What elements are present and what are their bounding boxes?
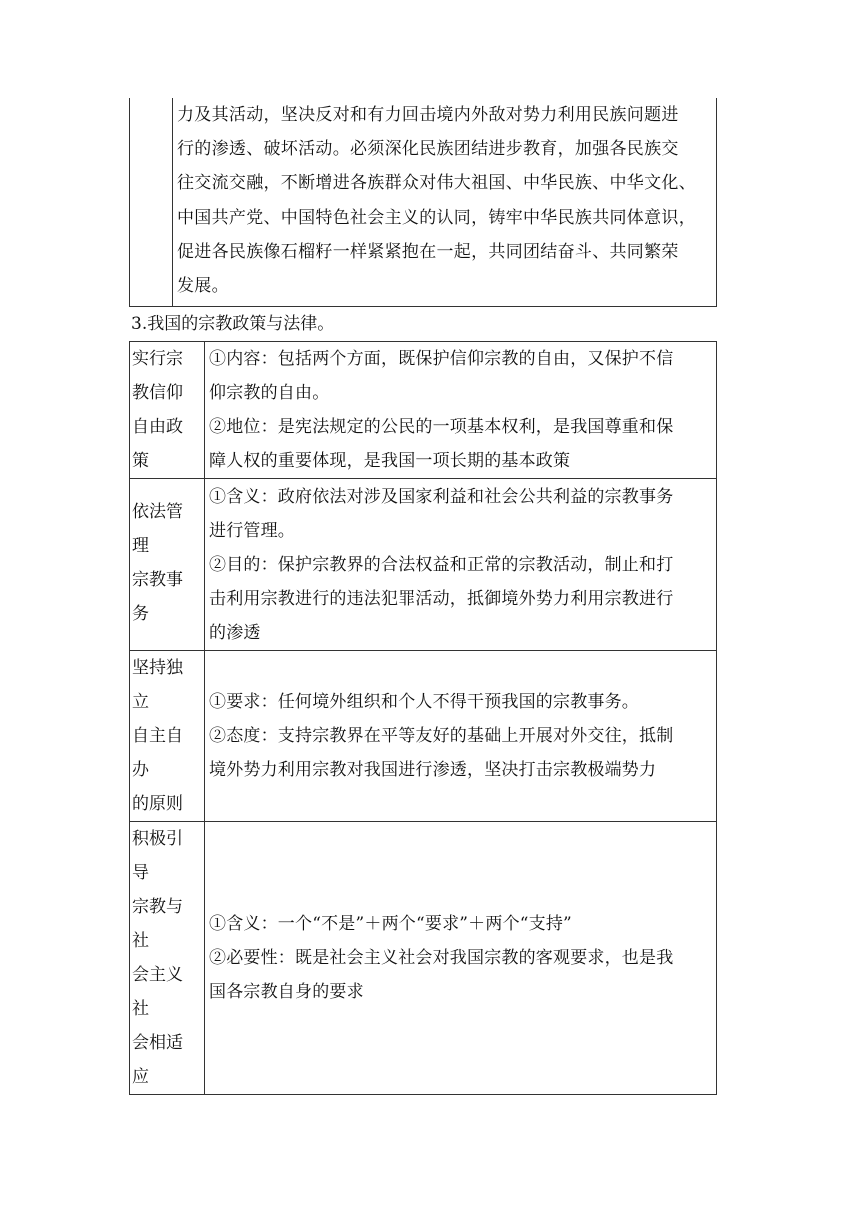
row-content-line: ①含义：一个“不是”＋两个“要求”＋两个“支持” [209, 914, 572, 934]
row-content-line: ②地位：是宪法规定的公民的一项基本权利，是我国尊重和保 [209, 417, 674, 437]
row-content-line: 进行管理。 [209, 520, 295, 541]
row-content-line: ②目的：保护宗教界的合法权益和正常的宗教活动，制止和打 [209, 554, 674, 575]
religion-policy-table [129, 341, 717, 1095]
row-label-line: 的原则 [132, 794, 183, 814]
row-label-line: 会主义 [132, 965, 183, 985]
row-label-line: 务 [132, 604, 149, 624]
row-label-line: 自由政 [132, 417, 183, 437]
row-label-line: 社 [132, 931, 149, 951]
row-label-line: 实行宗 [132, 349, 183, 369]
row-label-line: 自主自 [132, 726, 183, 746]
table-row [130, 342, 717, 479]
row-label-line: 积极引 [132, 829, 183, 849]
row-label-cell [130, 479, 205, 651]
row-label-line: 坚持独 [132, 658, 183, 678]
row-label-cell [130, 342, 205, 479]
row-content-cell [205, 822, 717, 1095]
row-content-cell [205, 651, 717, 822]
continued-line: 力及其活动，坚决反对和有力回击境内外敌对势力利用民族问题进 [177, 105, 679, 125]
table-row [130, 479, 717, 651]
continued-ethnic-table [129, 98, 717, 307]
row-content-line: ①要求：任何境外组织和个人不得干预我国的宗教事务。 [209, 692, 639, 712]
row-content-cell [205, 342, 717, 479]
row-content-line: ②态度：支持宗教界在平等友好的基础上开展对外交往，抵制 [209, 726, 674, 746]
row-label-line: 会相适 [132, 1033, 183, 1053]
continued-line: 中国共产党、中国特色社会主义的认同，铸牢中华民族共同体意识， [177, 207, 696, 228]
row-label-line: 办 [132, 760, 149, 780]
continued-line: 往交流交融，不断增进各族群众对伟大祖国、中华民族、中华文化、 [177, 173, 696, 194]
row-content-line: 仰宗教的自由。 [209, 383, 330, 403]
row-label-line: 宗教与 [132, 897, 183, 917]
continued-line: 发展。 [177, 275, 229, 296]
row-label-line: 理 [132, 536, 149, 556]
row-content-line: ①含义：政府依法对涉及国家利益和社会公共利益的宗教事务 [209, 486, 674, 507]
row-label-cell [130, 822, 205, 1095]
row-content-line: 的渗透 [209, 622, 261, 643]
continued-label-cell [130, 98, 173, 307]
table-row [130, 822, 717, 1095]
row-label-line: 应 [132, 1067, 149, 1087]
continued-line: 促进各民族像石榴籽一样紧紧抱在一起，共同团结奋斗、共同繁荣 [177, 241, 679, 262]
continued-line: 行的渗透、破坏活动。必须深化民族团结进步教育，加强各民族交 [177, 139, 679, 160]
row-label-line: 社 [132, 999, 149, 1019]
row-content-line: 障人权的重要体现，是我国一项长期的基本政策 [209, 451, 571, 471]
row-content-cell [205, 479, 717, 651]
row-content-line: 国各宗教自身的要求 [209, 982, 364, 1002]
row-content-line: ①内容：包括两个方面，既保护信仰宗教的自由，又保护不信 [209, 349, 674, 369]
row-label-line: 依法管 [132, 502, 183, 522]
section-title: 3.我国的宗教政策与法律。 [131, 314, 335, 334]
row-label-line: 宗教事 [132, 570, 183, 590]
table-row [130, 651, 717, 822]
row-label-cell [130, 651, 205, 822]
row-label-line: 立 [132, 692, 149, 712]
row-label-line: 策 [132, 451, 149, 471]
continued-content-cell [173, 98, 717, 307]
row-label-line: 教信仰 [132, 383, 183, 403]
row-content-line: 境外势力利用宗教对我国进行渗透，坚决打击宗教极端势力 [209, 760, 657, 780]
row-content-line: 击利用宗教进行的违法犯罪活动，抵御境外势力利用宗教进行 [209, 588, 674, 609]
row-content-line: ②必要性：既是社会主义社会对我国宗教的客观要求，也是我 [209, 948, 674, 968]
row-label-line: 导 [132, 863, 149, 883]
